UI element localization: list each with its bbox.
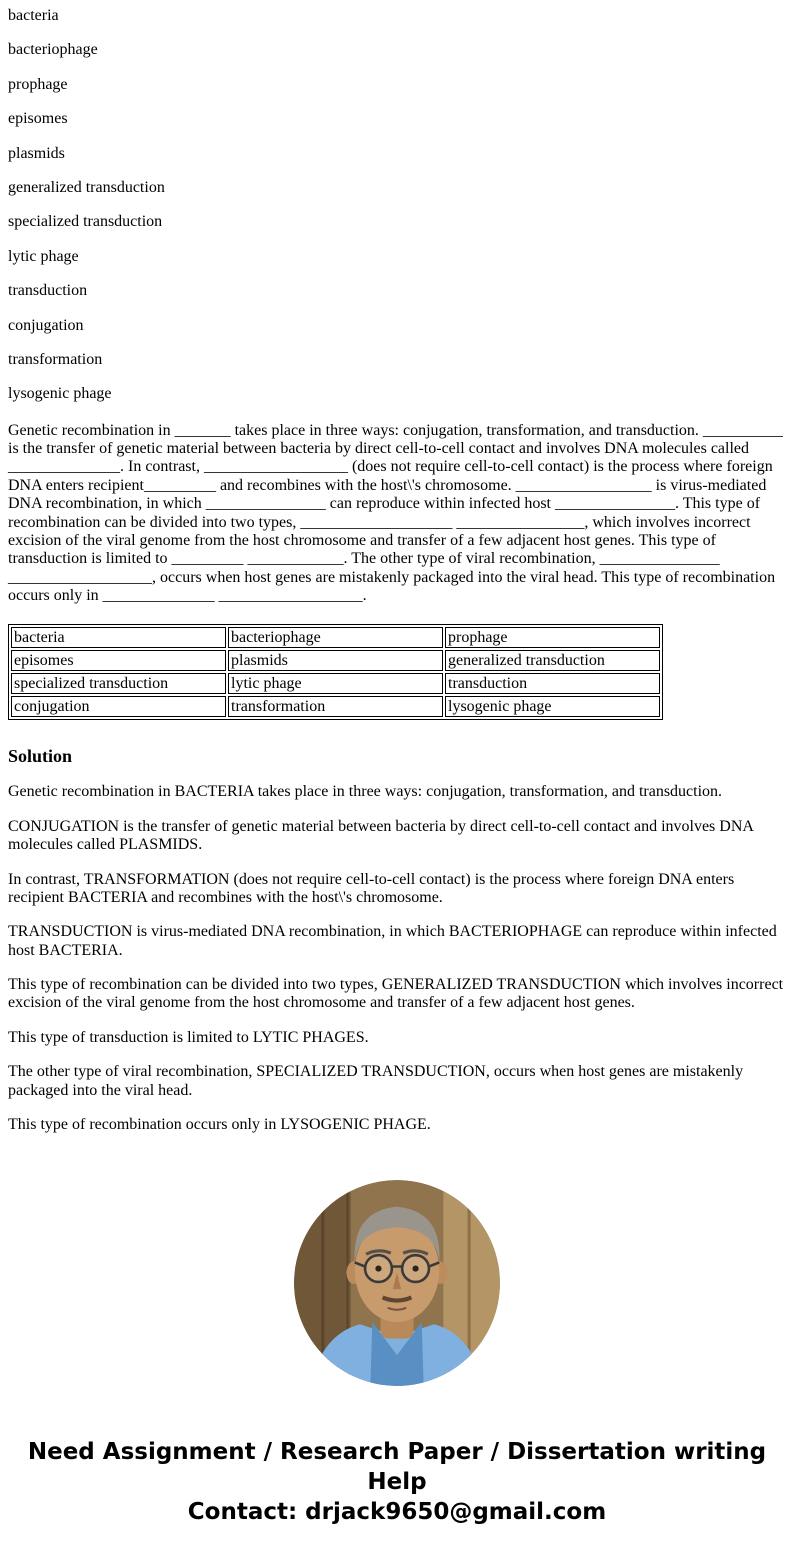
table-cell: specialized transduction [11, 673, 226, 694]
solution-body [8, 783, 786, 1134]
footer [8, 1438, 786, 1528]
footer-help-text: Need Assignment / Research Paper / Dissertation writing Help [27, 1439, 767, 1496]
word-bank-table [8, 624, 663, 721]
table-cell: bacteriophage [228, 627, 443, 648]
footer-contact-email: Contact: drjack9650@gmail.com [187, 1499, 607, 1526]
term-item: conjugation [8, 316, 84, 334]
term-item: lytic phage [8, 247, 79, 265]
term-item: specialized transduction [8, 213, 163, 231]
term-item: transformation [8, 350, 103, 368]
solution-paragraph: This type of recombination can be divided into two types, GENERALIZED TRANSDUCTION which involves incorrect excision of the viral genome from the host chromosome and transfer of a few adjacent host genes. [8, 976, 784, 1012]
term-item: generalized transduction [8, 178, 165, 196]
table-row [11, 650, 660, 671]
term-item: episomes [8, 110, 68, 128]
table-cell: lysogenic phage [445, 696, 660, 717]
term-item: lysogenic phage [8, 385, 112, 403]
table-cell: bacteria [11, 627, 226, 648]
table-cell: plasmids [228, 650, 443, 671]
term-item: bacteria [8, 7, 59, 24]
table-cell: transduction [445, 673, 660, 694]
term-item: prophage [8, 75, 68, 93]
terms-list [8, 7, 786, 404]
table-row [11, 696, 660, 717]
table-cell: prophage [445, 627, 660, 648]
table-row [11, 673, 660, 694]
solution-paragraph: Genetic recombination in BACTERIA takes place in three ways: conjugation, transformation, and transduction. [8, 783, 723, 801]
term-item: bacteriophage [8, 41, 98, 59]
avatar-container [8, 1180, 786, 1386]
solution-heading: Solution [8, 746, 73, 767]
solution-paragraph: This type of transduction is limited to LYTIC PHAGES. [8, 1028, 369, 1046]
table-cell: episomes [11, 650, 226, 671]
table-cell: generalized transduction [445, 650, 660, 671]
table-cell: transformation [228, 696, 443, 717]
question-text: Genetic recombination in _______ takes place in three ways: conjugation, transformation, and transduction. __________ is the transfer of genetic material between bacteria by direct cell-to-cell contact and involves DNA molecules called ______________. In contrast, __________________ (does not require cell-to-cell contact) is the process where foreign DNA enters recipient_________ and recombines with the host\'s chromosome. _________________ is virus-mediated DNA recombination, in which _______________ can reproduce within infected host _______________. This type of recombination can be divided into two types, ___________________ ________________, which involves incorrect excision of the viral genome from the host chromosome and transfer of a few adjacent host genes. This type of transduction is limited to _________ ____________. The other type of viral recombination, _______________ __________________, occurs when host genes are mistakenly packaged into the viral head. This type of recombination occurs only in ______________ __________________. [8, 421, 783, 605]
table-cell: lytic phage [228, 673, 443, 694]
solution-paragraph: The other type of viral recombination, SPECIALIZED TRANSDUCTION, occurs when host genes are mistakenly packaged into the viral head. [8, 1063, 744, 1099]
solution-paragraph: This type of recombination occurs only in LYSOGENIC PHAGE. [8, 1116, 431, 1134]
solution-paragraph: TRANSDUCTION is virus-mediated DNA recombination, in which BACTERIOPHAGE can reproduce within infected host BACTERIA. [8, 923, 777, 959]
table-row [11, 627, 660, 648]
solution-paragraph: CONJUGATION is the transfer of genetic material between bacteria by direct cell-to-cell contact and involves DNA molecules called PLASMIDS. [8, 817, 754, 854]
term-item: plasmids [8, 144, 65, 162]
avatar [294, 1180, 500, 1386]
table-cell: conjugation [11, 696, 226, 717]
solution-paragraph: In contrast, TRANSFORMATION (does not require cell-to-cell contact) is the process where foreign DNA enters recipient BACTERIA and recombines with the host\'s chromosome. [8, 870, 735, 906]
term-item: transduction [8, 282, 88, 300]
